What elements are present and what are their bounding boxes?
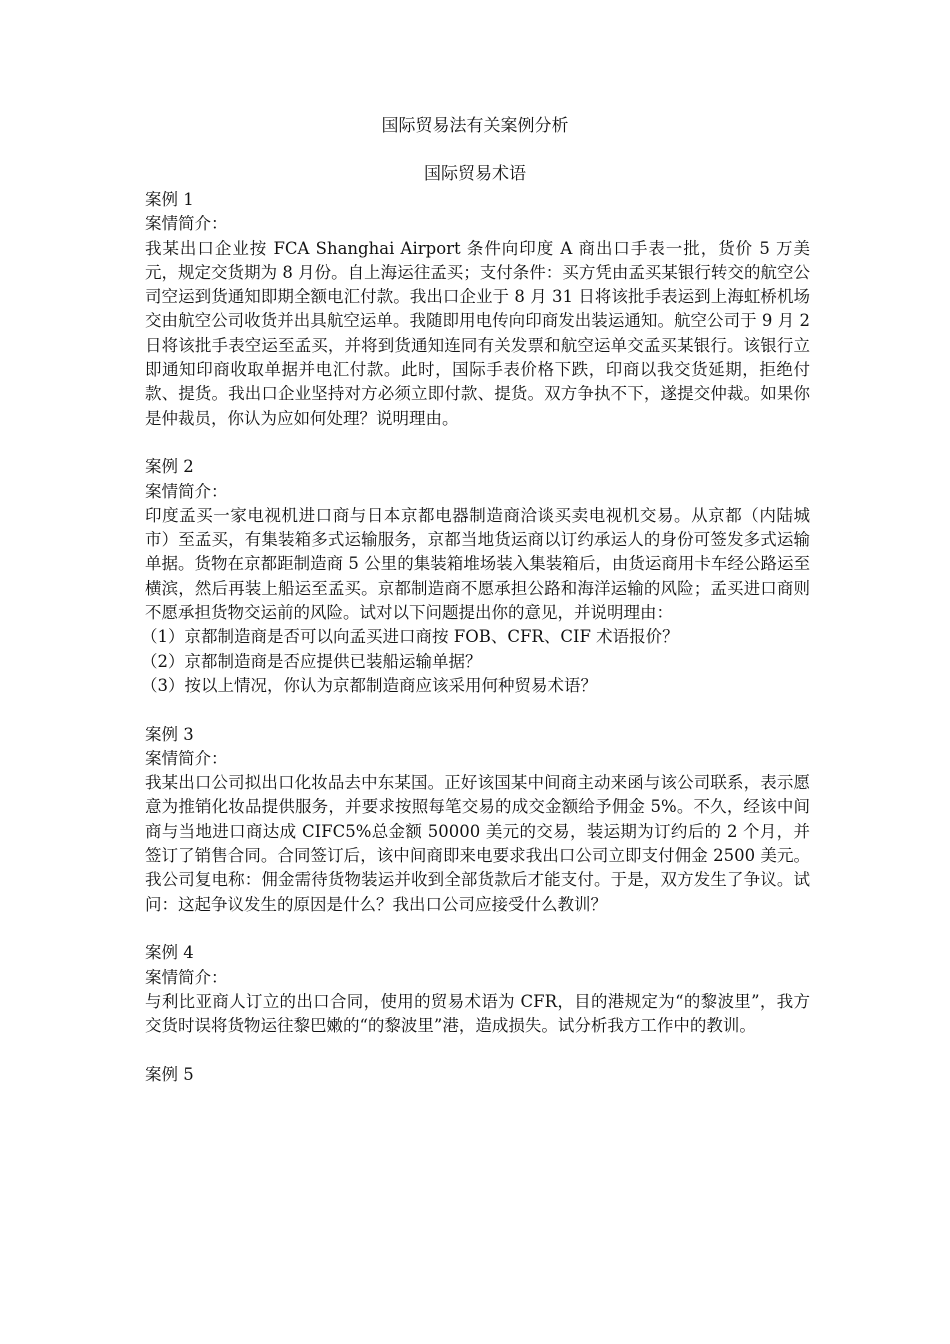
case-4 bbox=[145, 941, 810, 1038]
case-heading: 案例 3 bbox=[145, 724, 194, 744]
case-summary-label: 案情简介： bbox=[145, 967, 228, 987]
case-summary-label: 案情简介： bbox=[145, 214, 228, 234]
case-1 bbox=[145, 188, 810, 431]
case-heading: 案例 2 bbox=[145, 457, 194, 477]
case-5 bbox=[145, 1063, 810, 1087]
case-heading: 案例 1 bbox=[145, 190, 194, 209]
case-description: 印度孟买一家电视机进口商与日本京都电器制造商洽谈买卖电视机交易。从京都（内陆城市）至孟买，有集装箱多式运输服务，京都当地货运商以订约承运人的身份可签发多式运输单据。货物在京都距制造商 5 公里的集装箱堆场装入集装箱后，由货运商用卡车经公路运至横滨，然后再装上船运至孟买。京都制造商不愿承担公路和海洋运输的风险；孟买进口商则不愿承担货物交运前的风险。试对以下问题提出你的意见，并说明理由： bbox=[145, 505, 810, 623]
case-3 bbox=[145, 723, 810, 917]
case-description: 与利比亚商人订立的出口合同，使用的贸易术语为 CFR，目的港规定为“的黎波里”，我方交货时误将货物运往黎巴嫩的“的黎波里”港，造成损失。试分析我方工作中的教训。 bbox=[145, 991, 810, 1036]
case-heading: 案例 4 bbox=[145, 943, 194, 963]
document-body bbox=[141, 188, 810, 1087]
case-question: （2）京都制造商是否应提供已装船运输单据？ bbox=[141, 651, 482, 671]
case-summary-label: 案情简介： bbox=[145, 748, 228, 768]
case-2 bbox=[141, 455, 810, 698]
section-title: 国际贸易术语 bbox=[424, 164, 526, 184]
case-description: 我某出口企业按 FCA Shanghai Airport 条件向印度 A 商出口手表一批，货价 5 万美元，规定交货期为 8 月份。自上海运往孟买；支付条件：买方凭由孟买某银行转交的航空公司空运到货通知即期全额电汇付款。我出口企业于 8 月 31 日将该批手表运到上海虹桥机场交由航空公司收货并出具航空运单。我随即用电传向印商发出装运通知。航空公司于 9 月 2 日将该批手表空运至孟买，并将到货通知连同有关发票和航空运单交孟买某银行。该银行立即通知印商收取单据并电汇付款。此时，国际手表价格下跌，印商以我交货延期，拒绝付款、提货。我出口企业坚持对方必须立即付款、提货。双方争执不下，遂提交仲裁。如果你是仲裁员，你认为应如何处理？说明理由。 bbox=[145, 238, 810, 428]
case-summary-label: 案情简介： bbox=[145, 481, 228, 501]
case-heading: 案例 5 bbox=[145, 1064, 194, 1084]
case-question: （3）按以上情况，你认为京都制造商应该采用何种贸易术语？ bbox=[141, 675, 597, 695]
document-title: 国际贸易法有关案例分析 bbox=[381, 116, 569, 136]
case-question: （1）京都制造商是否可以向孟买进口商按 FOB、CFR、CIF 术语报价？ bbox=[141, 627, 679, 647]
case-description: 我某出口公司拟出口化妆品去中东某国。正好该国某中间商主动来函与该公司联系，表示愿意为推销化妆品提供服务，并要求按照每笔交易的成交金额给予佣金 5%。不久，经该中间商与当地进口商达成 CIFC5%总金额 50000 美元的交易，装运期为订约后的 2 个月，并签订了销售合同。合同签订后，该中间商即来电要求我出口公司立即支付佣金 2500 美元。我公司复电称：佣金需待货物装运并收到全部货款后才能支付。于是，双方发生了争议。试问：这起争议发生的原因是什么？我出口公司应接受什么教训？ bbox=[145, 773, 810, 914]
